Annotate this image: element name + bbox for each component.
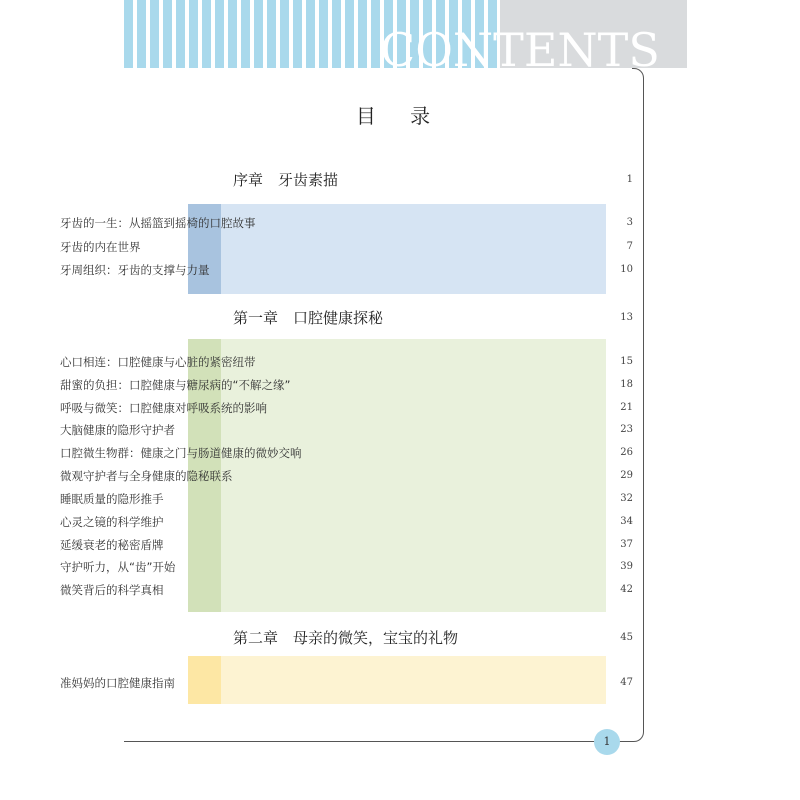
entry-page-number: 7	[626, 241, 633, 252]
entry-page-number: 23	[620, 424, 633, 435]
entry-title: 口腔微生物群：健康之门与肠道健康的微妙交响	[60, 446, 302, 460]
entry-page-number: 26	[620, 447, 633, 458]
toc-entry[interactable]	[60, 236, 633, 258]
entry-page-number: 3	[626, 217, 633, 228]
contents-heading: CONTENTS	[380, 23, 660, 77]
entry-title: 牙齿的一生：从摇篮到摇椅的口腔故事	[60, 216, 256, 230]
entry-page-number: 47	[620, 677, 633, 688]
page-number-badge: 1	[594, 729, 620, 755]
chapter-page-number: 13	[620, 312, 633, 323]
toc-entry[interactable]	[60, 374, 633, 396]
chapter-heading[interactable]	[233, 626, 633, 650]
entry-page-number: 29	[620, 470, 633, 481]
chapter-heading[interactable]	[233, 306, 633, 330]
page-frame-bottom	[124, 741, 634, 742]
entry-title: 大脑健康的隐形守护者	[60, 423, 175, 437]
chapter-title: 第一章 口腔健康探秘	[233, 309, 384, 327]
entry-title: 准妈妈的口腔健康指南	[60, 676, 175, 690]
entry-title: 微观守护者与全身健康的隐秘联系	[60, 469, 233, 483]
toc-entry[interactable]	[60, 672, 633, 694]
entry-title: 心灵之镜的科学维护	[60, 515, 164, 529]
entry-title: 甜蜜的负担：口腔健康与糖尿病的“不解之缘”	[60, 378, 291, 392]
entry-page-number: 37	[620, 539, 633, 550]
entry-page-number: 42	[620, 584, 633, 595]
entry-title: 睡眠质量的隐形推手	[60, 492, 164, 506]
entry-page-number: 15	[620, 356, 633, 367]
entry-title: 延缓衰老的秘密盾牌	[60, 538, 164, 552]
toc-entry[interactable]	[60, 259, 633, 281]
page-frame-right	[632, 68, 644, 742]
chapter-title: 第二章 母亲的微笑，宝宝的礼物	[233, 629, 459, 647]
toc-entry[interactable]	[60, 534, 633, 556]
entry-page-number: 18	[620, 379, 633, 390]
toc-entry[interactable]	[60, 212, 633, 234]
chapter-page-number: 1	[626, 174, 633, 185]
toc-entry[interactable]	[60, 419, 633, 441]
toc-entry[interactable]	[60, 511, 633, 533]
toc-entry[interactable]	[60, 351, 633, 373]
chapter-page-number: 45	[620, 632, 633, 643]
toc-entry[interactable]	[60, 465, 633, 487]
chapter-heading[interactable]	[233, 168, 633, 192]
entry-page-number: 34	[620, 516, 633, 527]
toc-entry[interactable]	[60, 556, 633, 578]
toc-entry[interactable]	[60, 397, 633, 419]
page-title: 目 录	[355, 104, 445, 128]
entry-page-number: 21	[620, 402, 633, 413]
entry-title: 心口相连：口腔健康与心脏的紧密纽带	[60, 355, 256, 369]
entry-page-number: 32	[620, 493, 633, 504]
entry-title: 守护听力，从“齿”开始	[60, 560, 176, 574]
toc-entry[interactable]	[60, 442, 633, 464]
toc-entry[interactable]	[60, 488, 633, 510]
entry-page-number: 10	[620, 264, 633, 275]
entry-title: 牙齿的内在世界	[60, 240, 141, 254]
toc-entry[interactable]	[60, 579, 633, 601]
entry-title: 微笑背后的科学真相	[60, 583, 164, 597]
entry-title: 牙周组织：牙齿的支撑与力量	[60, 263, 210, 277]
chapter-title: 序章 牙齿素描	[233, 171, 339, 189]
entry-title: 呼吸与微笑：口腔健康对呼吸系统的影响	[60, 401, 267, 415]
entry-page-number: 39	[620, 561, 633, 572]
